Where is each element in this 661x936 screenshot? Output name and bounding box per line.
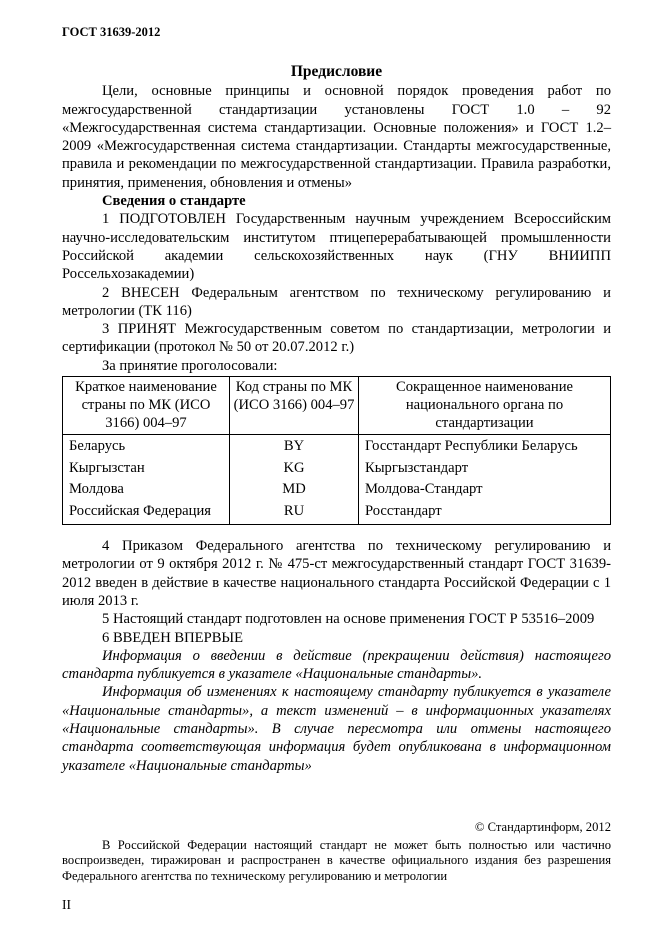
cell-code: KG bbox=[230, 458, 359, 480]
item-prepared: 1 ПОДГОТОВЛЕН Государственным научным учреждением Всероссийским научно-исследовательским институтом птицеперерабатывающей промышленности Российской академии сельскохозяйственных наук (ГНУ ВНИИПП Россельхозакадемии) bbox=[62, 211, 611, 283]
page-number: II bbox=[62, 897, 71, 912]
cell-code: BY bbox=[230, 435, 359, 458]
cell-code: MD bbox=[230, 479, 359, 501]
item-order: 4 Приказом Федерального агентства по техническому регулированию и метрологии от 9 октября 2012 г. № 475-ст межгосударственный стандарт ГОСТ 31639-2012 введен в действие в качестве национального стандарта Российской Федерации с 1 июля 2013 г. bbox=[62, 538, 611, 609]
table-row bbox=[63, 458, 611, 480]
cell-body: Госстандарт Республики Беларусь bbox=[359, 435, 611, 458]
header-country-name: Краткое наименование страны по МК (ИСО 3166) 004–97 bbox=[63, 377, 230, 435]
info-changes: Информация об изменениях к настоящему стандарту публикуется в указателе «Национальные стандарты», а текст изменений – в информационных указателях «Национальные стандарты». В случае пересмотра или отмены настоящего стандарта соответствующая информация будет опубликована в информационном указателе «Национальные стандарты» bbox=[62, 684, 611, 774]
info-introduction: Информация о введении в действие (прекращении действия) настоящего стандарта публикуется в указателе «Национальные стандарты». bbox=[62, 647, 611, 683]
cell-country: Кыргызстан bbox=[63, 458, 230, 480]
document-header: ГОСТ 31639-2012 bbox=[62, 25, 161, 39]
table-row bbox=[63, 435, 611, 458]
cell-country: Молдова bbox=[63, 479, 230, 501]
cell-country: Российская Федерация bbox=[63, 501, 230, 525]
reproduction-notice: В Российской Федерации настоящий стандарт не может быть полностью или частично воспроизведен, тиражирован и распространен в качестве официального издания без разрешения Федерального агентства по техническому регулированию и метрологии bbox=[62, 837, 611, 883]
preface-intro: Цели, основные принципы и основной порядок проведения работ по межгосударственной стандартизации установлены ГОСТ 1.0 – 92 «Межгосударственная система стандартизации. Основные положения» и ГОСТ 1.2–2009 «Межгосударственная система стандартизации. Стандарты межгосударственные, правила и рекомендации по межгосударственной стандартизации. Правила разработки, принятия, применения, обновления и отмены» bbox=[62, 83, 611, 191]
item-first-introduced: 6 ВВЕДЕН ВПЕРВЫЕ bbox=[102, 629, 244, 646]
preface-title: Предисловие bbox=[290, 63, 383, 80]
preface-section bbox=[62, 63, 611, 775]
cell-code: RU bbox=[230, 501, 359, 525]
copyright-line: © Стандартинформ, 2012 bbox=[474, 820, 611, 834]
cell-body: Кыргызстандарт bbox=[359, 458, 611, 480]
voting-table bbox=[62, 376, 611, 525]
voting-label: За принятие проголосовали: bbox=[102, 357, 278, 374]
footer bbox=[62, 820, 611, 884]
cell-body: Росстандарт bbox=[359, 501, 611, 525]
voting-table-header-row bbox=[63, 377, 611, 435]
table-row bbox=[63, 479, 611, 501]
item-basis: 5 Настоящий стандарт подготовлен на основе применения ГОСТ Р 53516–2009 bbox=[102, 611, 595, 628]
cell-body: Молдова-Стандарт bbox=[359, 479, 611, 501]
standard-info-heading: Сведения о стандарте bbox=[102, 193, 246, 210]
table-row bbox=[63, 501, 611, 525]
cell-country: Беларусь bbox=[63, 435, 230, 458]
header-country-code: Код страны по МК (ИСО 3166) 004–97 bbox=[230, 377, 359, 435]
item-adopted: 3 ПРИНЯТ Межгосударственным советом по стандартизации, метрологии и сертификации (протокол № 50 от 20.07.2012 г.) bbox=[62, 321, 611, 356]
item-submitted: 2 ВНЕСЕН Федеральным агентством по техническому регулированию и метрологии (ТК 116) bbox=[62, 284, 611, 319]
header-national-body: Сокращенное наименование национального органа по стандартизации bbox=[359, 377, 611, 435]
